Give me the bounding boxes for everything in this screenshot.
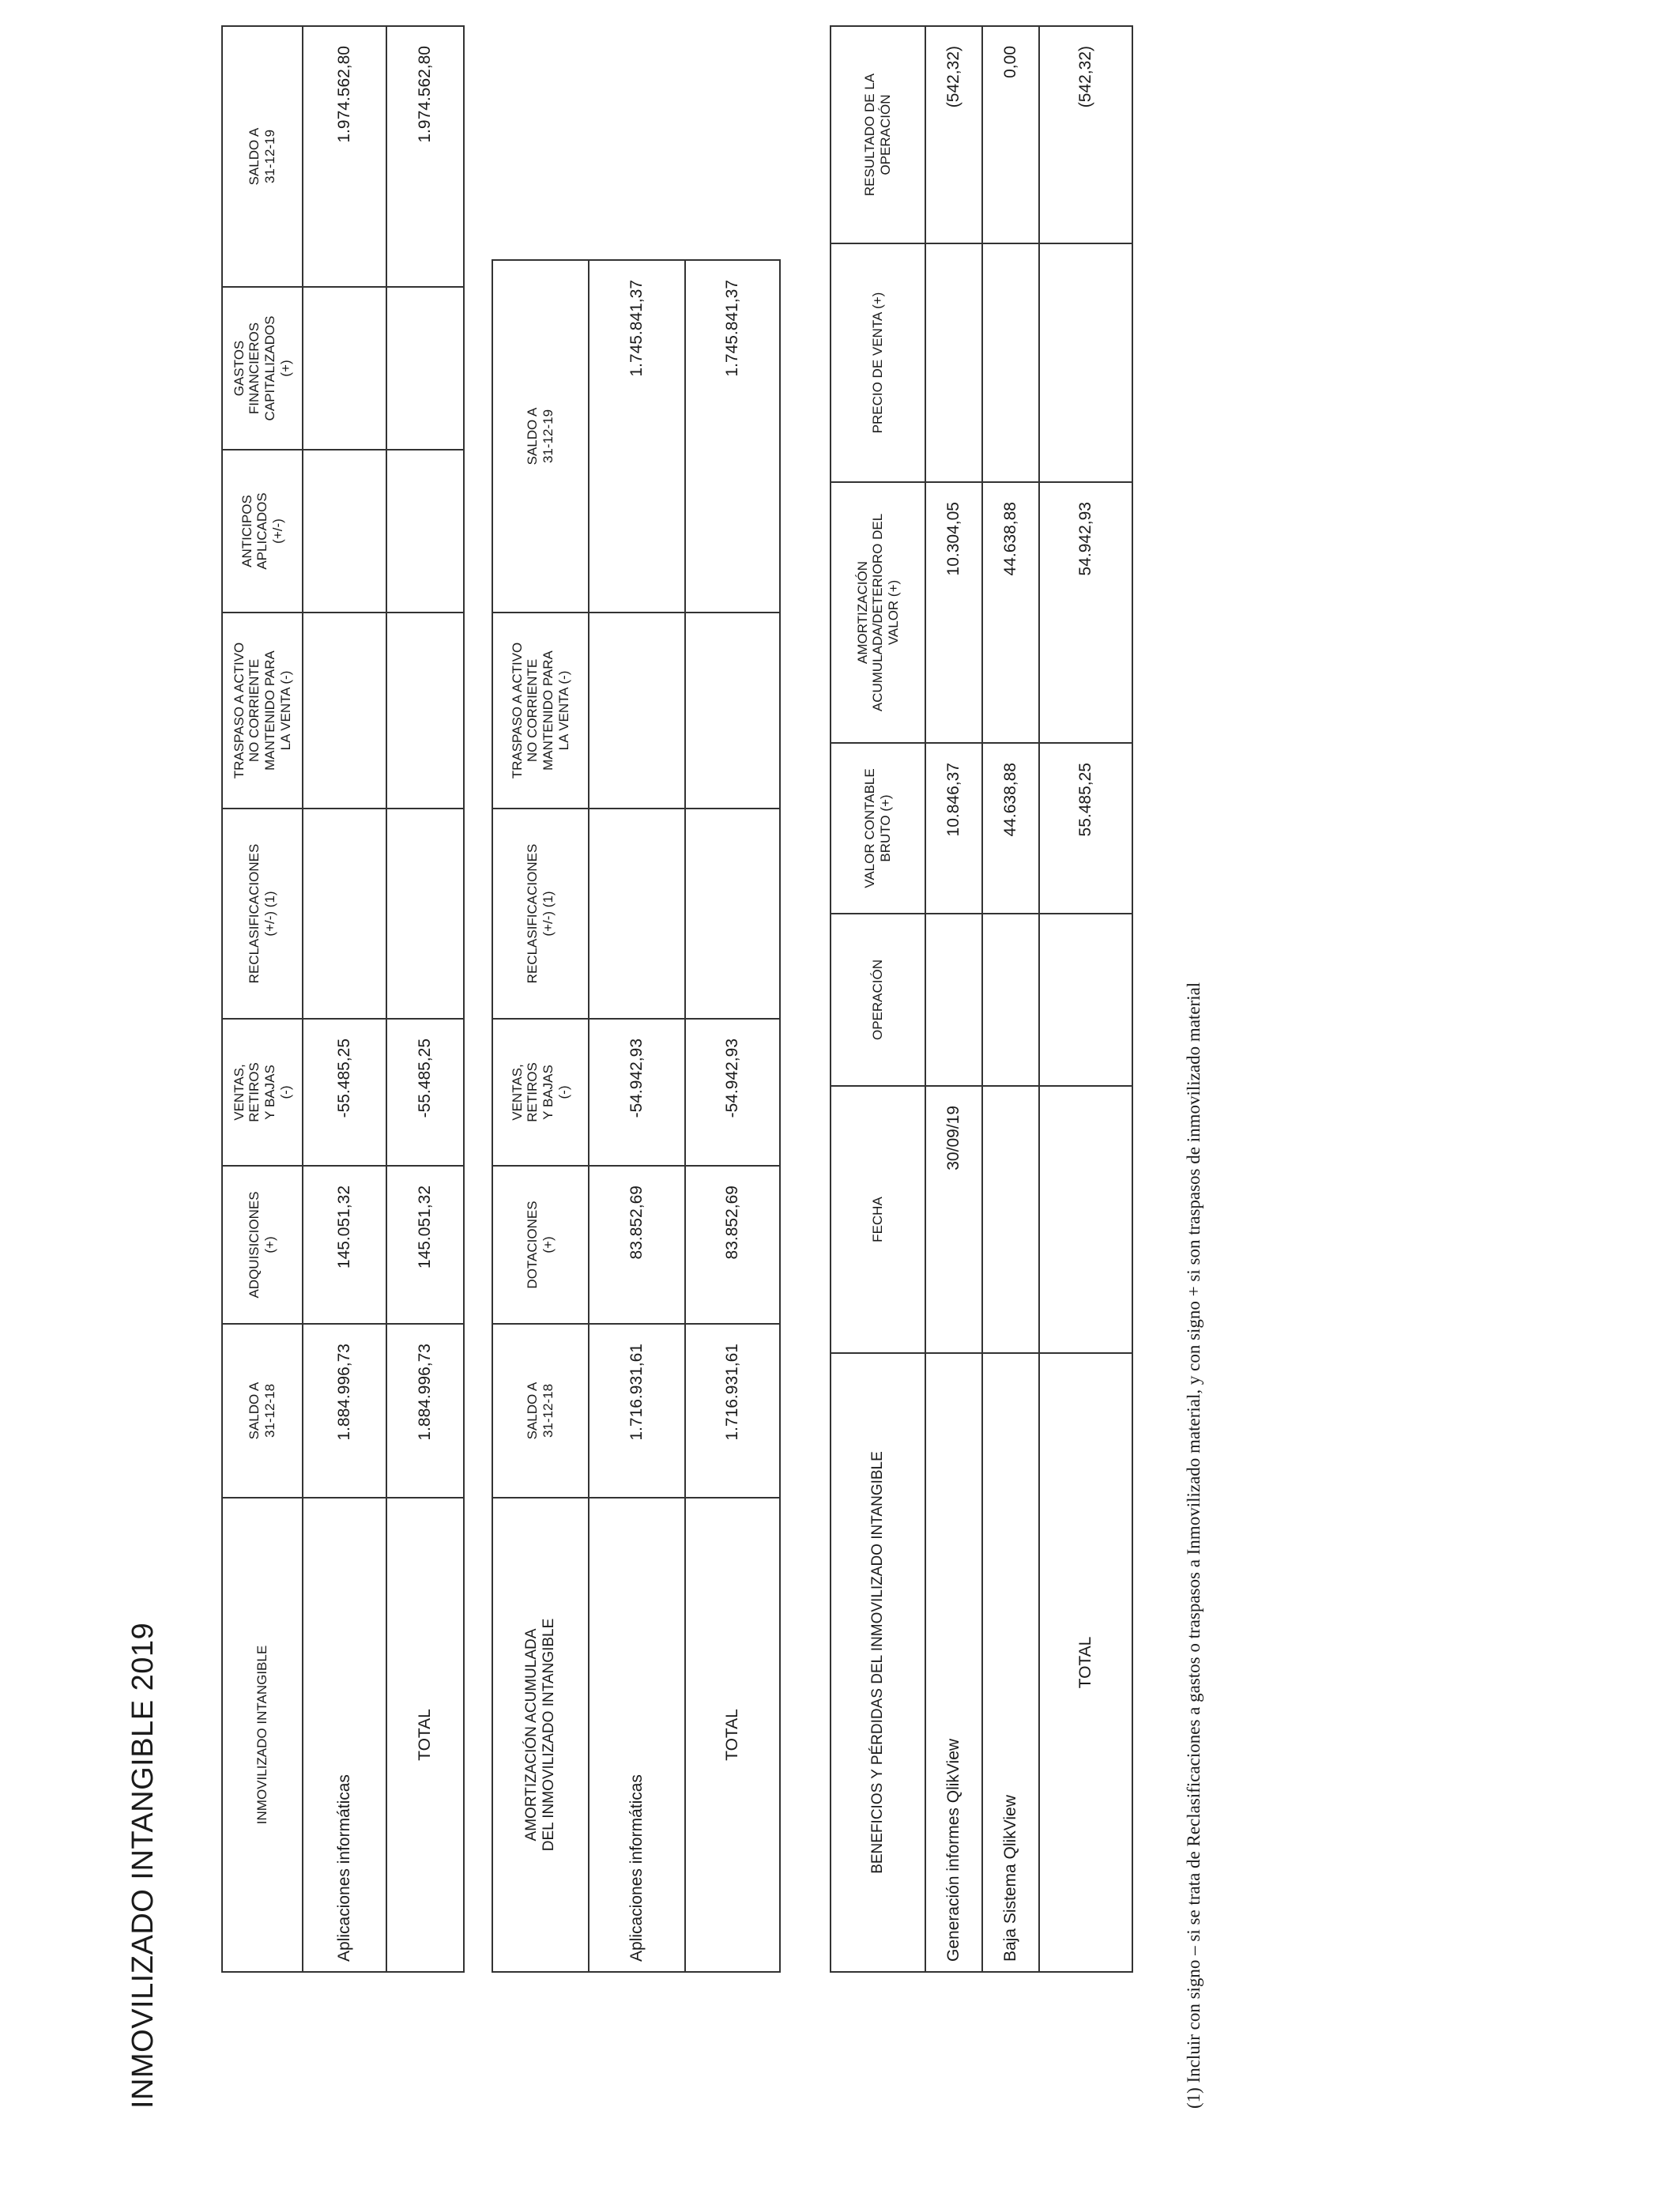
total-cell: 1.884.996,73 [386,1324,464,1498]
footnote: (1) Incluir con signo – si se trata de Reclasificaciones a gastos o traspasos a Inmovilizado material, y con signo + si son traspasos de inmovilizado material [1184,982,1203,2109]
row-label: Generación informes QlikView [925,1353,982,1972]
total-cell: -54.942,93 [685,1019,780,1166]
total-cell [386,287,464,450]
value-cell: 10.846,37 [925,743,982,914]
table-header-row [492,260,589,1972]
total-cell [1039,914,1132,1086]
total-cell: -55.485,25 [386,1019,464,1166]
header-cell: SALDO A 31-12-19 [492,260,589,613]
value-cell: 1.716.931,61 [589,1324,685,1498]
value-cell [303,450,386,613]
value-cell: 1.974.562,80 [303,26,386,287]
table-row [982,26,1039,1972]
header-cell: ANTICIPOS APLICADOS (+/-) [222,450,303,613]
total-row [386,26,464,1972]
value-cell: 145.051,32 [303,1166,386,1324]
total-cell: 83.852,69 [685,1166,780,1324]
table-header-row [222,26,303,1972]
value-cell [303,287,386,450]
header-cell: RECLASIFICACIONES (+/-) (1) [492,809,589,1019]
total-label: TOTAL [386,1498,464,1972]
value-cell: 83.852,69 [589,1166,685,1324]
total-cell: (542,32) [1039,26,1132,243]
value-cell [589,809,685,1019]
total-cell [386,809,464,1019]
value-cell [982,914,1039,1086]
header-cell: SALDO A 31-12-18 [492,1324,589,1498]
total-cell: 55.485,25 [1039,743,1132,914]
total-row [685,260,780,1972]
header-cell: RESULTADO DE LA OPERACIÓN [831,26,925,243]
table-row [303,26,386,1972]
total-cell [386,613,464,809]
header-cell: AMORTIZACIÓN ACUMULADA/DETERIORO DEL VALOR (+) [831,482,925,743]
total-cell: 54.942,93 [1039,482,1132,743]
value-cell [303,613,386,809]
date-cell: 30/09/19 [925,1086,982,1353]
total-label: TOTAL [1039,1353,1132,1972]
page-title: INMOVILIZADO INTANGIBLE 2019 [126,1622,160,2109]
value-cell [303,809,386,1019]
total-cell [685,809,780,1019]
date-cell [982,1086,1039,1353]
value-cell: 44.638,88 [982,743,1039,914]
table-row [925,26,982,1972]
total-cell: 1.716.931,61 [685,1324,780,1498]
value-cell [925,914,982,1086]
total-row [1039,26,1132,1972]
table-row [589,260,685,1972]
value-cell: 10.304,05 [925,482,982,743]
value-cell: -55.485,25 [303,1019,386,1166]
header-cell: INMOVILIZADO INTANGIBLE [222,1498,303,1972]
header-cell: FECHA [831,1086,925,1353]
header-cell: PRECIO DE VENTA (+) [831,243,925,482]
value-cell: -54.942,93 [589,1019,685,1166]
header-cell: OPERACIÓN [831,914,925,1086]
total-cell: 1.745.841,37 [685,260,780,613]
header-cell: VENTAS, RETIROS Y BAJAS (-) [492,1019,589,1166]
row-label: Aplicaciones informáticas [589,1498,685,1972]
total-cell [685,613,780,809]
header-cell: GASTOS FINANCIEROS CAPITALIZADOS (+) [222,287,303,450]
value-cell: 1.745.841,37 [589,260,685,613]
value-cell [982,243,1039,482]
total-cell [1039,1086,1132,1353]
header-cell: RECLASIFICACIONES (+/-) (1) [222,809,303,1019]
table-header-row [831,26,925,1972]
row-label: Aplicaciones informáticas [303,1498,386,1972]
header-cell: AMORTIZACIÓN ACUMULADA DEL INMOVILIZADO INTANGIBLE [492,1498,589,1972]
header-cell: SALDO A 31-12-19 [222,26,303,287]
header-cell: ADQUISICIONES (+) [222,1166,303,1324]
header-cell: DOTACIONES (+) [492,1166,589,1324]
total-label: TOTAL [685,1498,780,1972]
header-cell: BENEFICIOS Y PÉRDIDAS DEL INMOVILIZADO INTANGIBLE [831,1353,925,1972]
total-cell [1039,243,1132,482]
value-cell: 1.884.996,73 [303,1324,386,1498]
header-cell: SALDO A 31-12-18 [222,1324,303,1498]
total-cell [386,450,464,613]
header-cell: TRASPASO A ACTIVO NO CORRIENTE MANTENIDO PARA LA VENTA (-) [222,613,303,809]
value-cell: (542,32) [925,26,982,243]
header-cell: TRASPASO A ACTIVO NO CORRIENTE MANTENIDO PARA LA VENTA (-) [492,613,589,809]
header-cell: VENTAS, RETIROS Y BAJAS (-) [222,1019,303,1166]
row-label: Baja Sistema QlikView [982,1353,1039,1972]
gains-losses-table [830,25,1133,1973]
value-cell [925,243,982,482]
total-cell: 145.051,32 [386,1166,464,1324]
value-cell: 44.638,88 [982,482,1039,743]
total-cell: 1.974.562,80 [386,26,464,287]
value-cell: 0,00 [982,26,1039,243]
intangible-assets-table [221,25,465,1973]
accumulated-amortization-table [492,259,781,1973]
value-cell [589,613,685,809]
header-cell: VALOR CONTABLE BRUTO (+) [831,743,925,914]
